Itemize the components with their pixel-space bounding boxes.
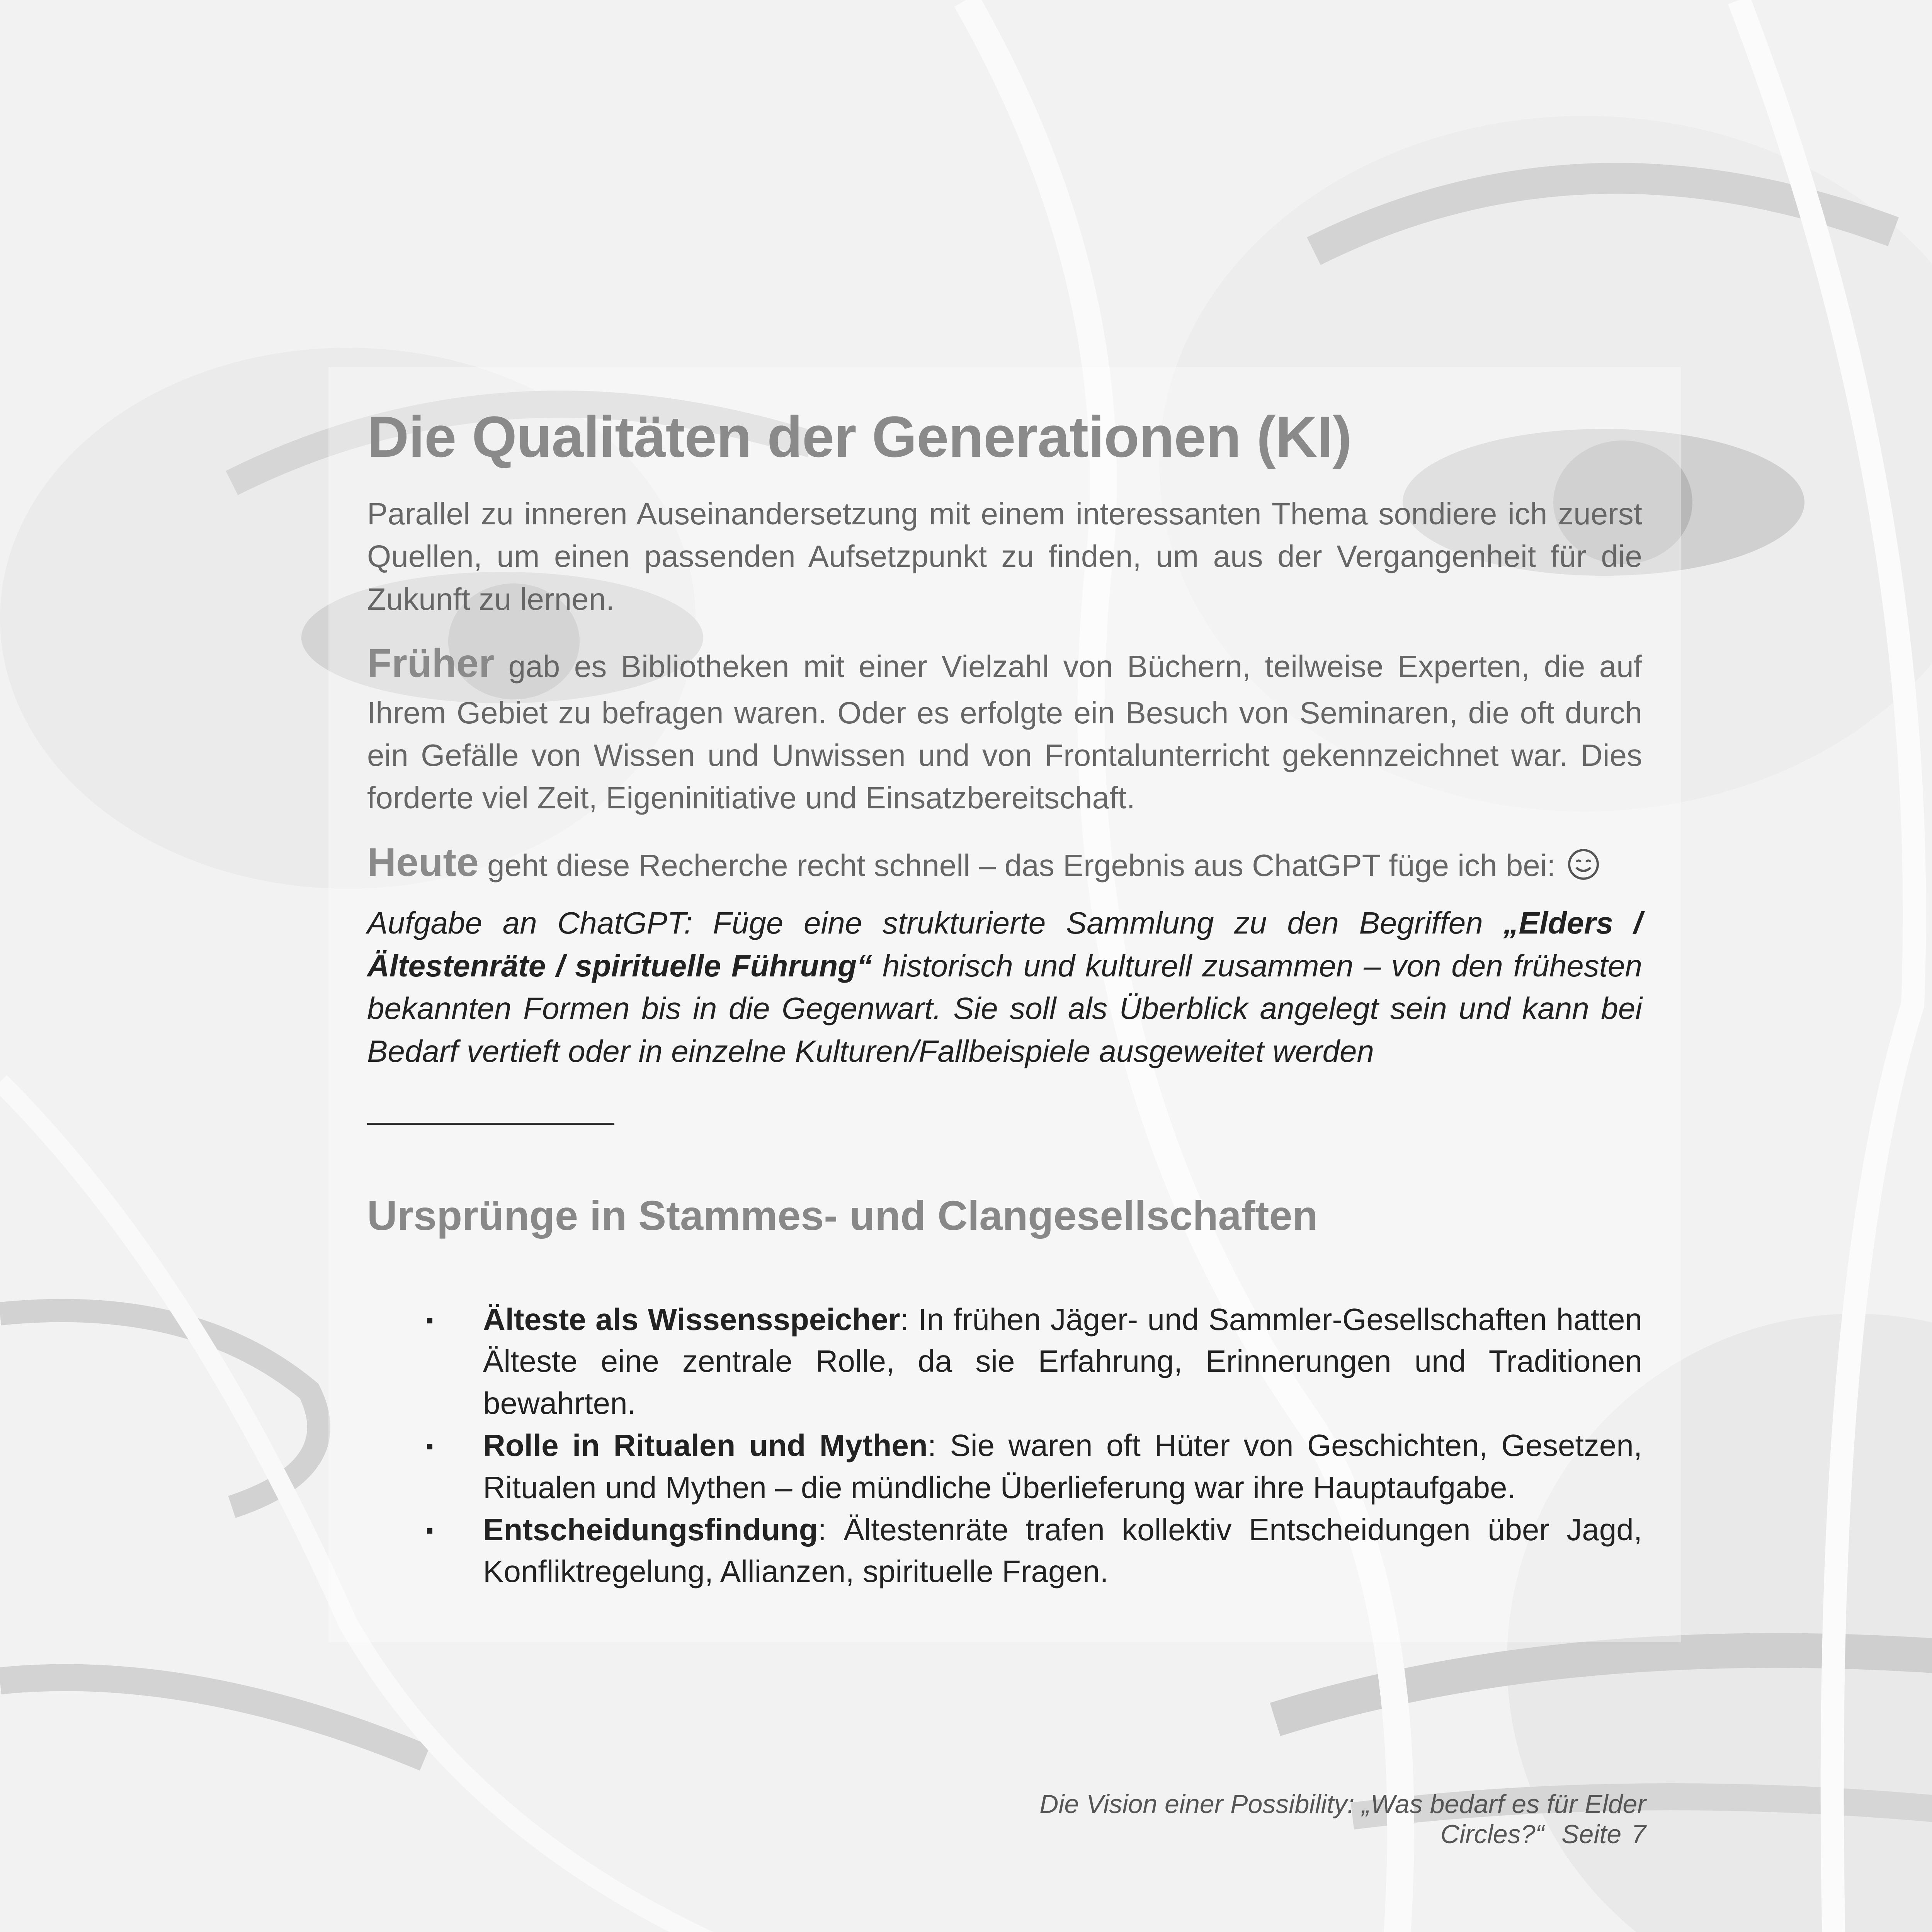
page-title: Die Qualitäten der Generationen (KI) — [367, 404, 1352, 469]
list-item-text: : In frühen Jäger- und Sammler-Gesellschaften hatten Älteste eine zentrale Rolle, da sie Erfahrung, Erinnerungen und Traditionen bewahrten. — [483, 1302, 1643, 1421]
task-prefix: Aufgabe an ChatGPT: Füge eine strukturierte Sammlung zu den Begriffen — [367, 906, 1503, 940]
footer-title: Die Vision einer Possibility: „Was bedarf es für Elder Circles?“ — [1039, 1789, 1646, 1849]
frueher-paragraph — [367, 636, 1642, 820]
heute-lead: Heute — [367, 840, 479, 885]
page-footer — [846, 1789, 1646, 1849]
list-item-text: : Sie waren oft Hüter von Geschichten, Gesetzen, Ritualen und Mythen – die mündliche Überlieferung war ihre Hauptaufgabe. — [483, 1428, 1642, 1505]
bullet-list — [367, 1299, 1642, 1593]
bullet-icon — [427, 1444, 432, 1449]
intro-paragraph: Parallel zu inneren Auseinandersetzung mit einem interessanten Thema sondiere ich zuerst Quellen, um einen passenden Aufsetzpunkt zu finden, um aus der Vergangenheit für die Zukunft zu lernen. — [367, 497, 1642, 616]
frueher-text: gab es Bibliotheken mit einer Vielzahl von Büchern, teilweise Experten, die auf Ihrem Gebiet zu befragen waren. Oder es erfolgte ein Besuch von Seminaren, die oft durch ein Gefälle von Wissen und Unwissen und von Frontalunterricht gekennzeichnet war. Dies forderte viel Zeit, Eigeninitiative und Einsatzbereitschaft. — [367, 649, 1642, 815]
list-item — [367, 1299, 1642, 1425]
task-suffix: historisch und kulturell zusammen – von den frühesten bekannten Formen bis in die Gegenwart. Sie soll als Überblick angelegt sein und kann bei Bedarf vertieft oder in einzelne Kulturen/Fallbeispiele ausgeweitet werden — [367, 948, 1642, 1068]
list-item-term: Rolle in Ritualen und Mythen — [483, 1428, 928, 1463]
heute-paragraph — [367, 835, 1642, 891]
list-item-text: : Ältestenräte trafen kollektiv Entscheidungen über Jagd, Konfliktregelung, Allianzen, spirituelle Fragen. — [483, 1512, 1642, 1589]
section-heading: Ursprünge in Stammes- und Clangesellschaften — [367, 1192, 1318, 1239]
list-item — [367, 1425, 1642, 1509]
page-content — [367, 402, 1642, 1593]
bullet-icon — [427, 1318, 432, 1323]
separator-line — [367, 1123, 614, 1125]
footer-page-number: 7 — [1631, 1820, 1646, 1849]
frueher-lead: Früher — [367, 641, 495, 686]
bullet-icon — [427, 1528, 432, 1534]
footer-page-label: Seite — [1561, 1820, 1622, 1849]
task-terms: „Elders / Ältestenräte / spirituelle Führung“ — [367, 906, 1642, 983]
list-item-term: Entscheidungsfindung — [483, 1512, 818, 1547]
heute-text: geht diese Recherche recht schnell – das Ergebnis aus ChatGPT füge ich bei: — [478, 848, 1556, 883]
list-item-term: Älteste als Wissensspeicher — [483, 1302, 900, 1337]
chatgpt-task-paragraph — [367, 902, 1642, 1073]
list-item — [367, 1509, 1642, 1593]
smiley-icon — [1567, 848, 1600, 881]
